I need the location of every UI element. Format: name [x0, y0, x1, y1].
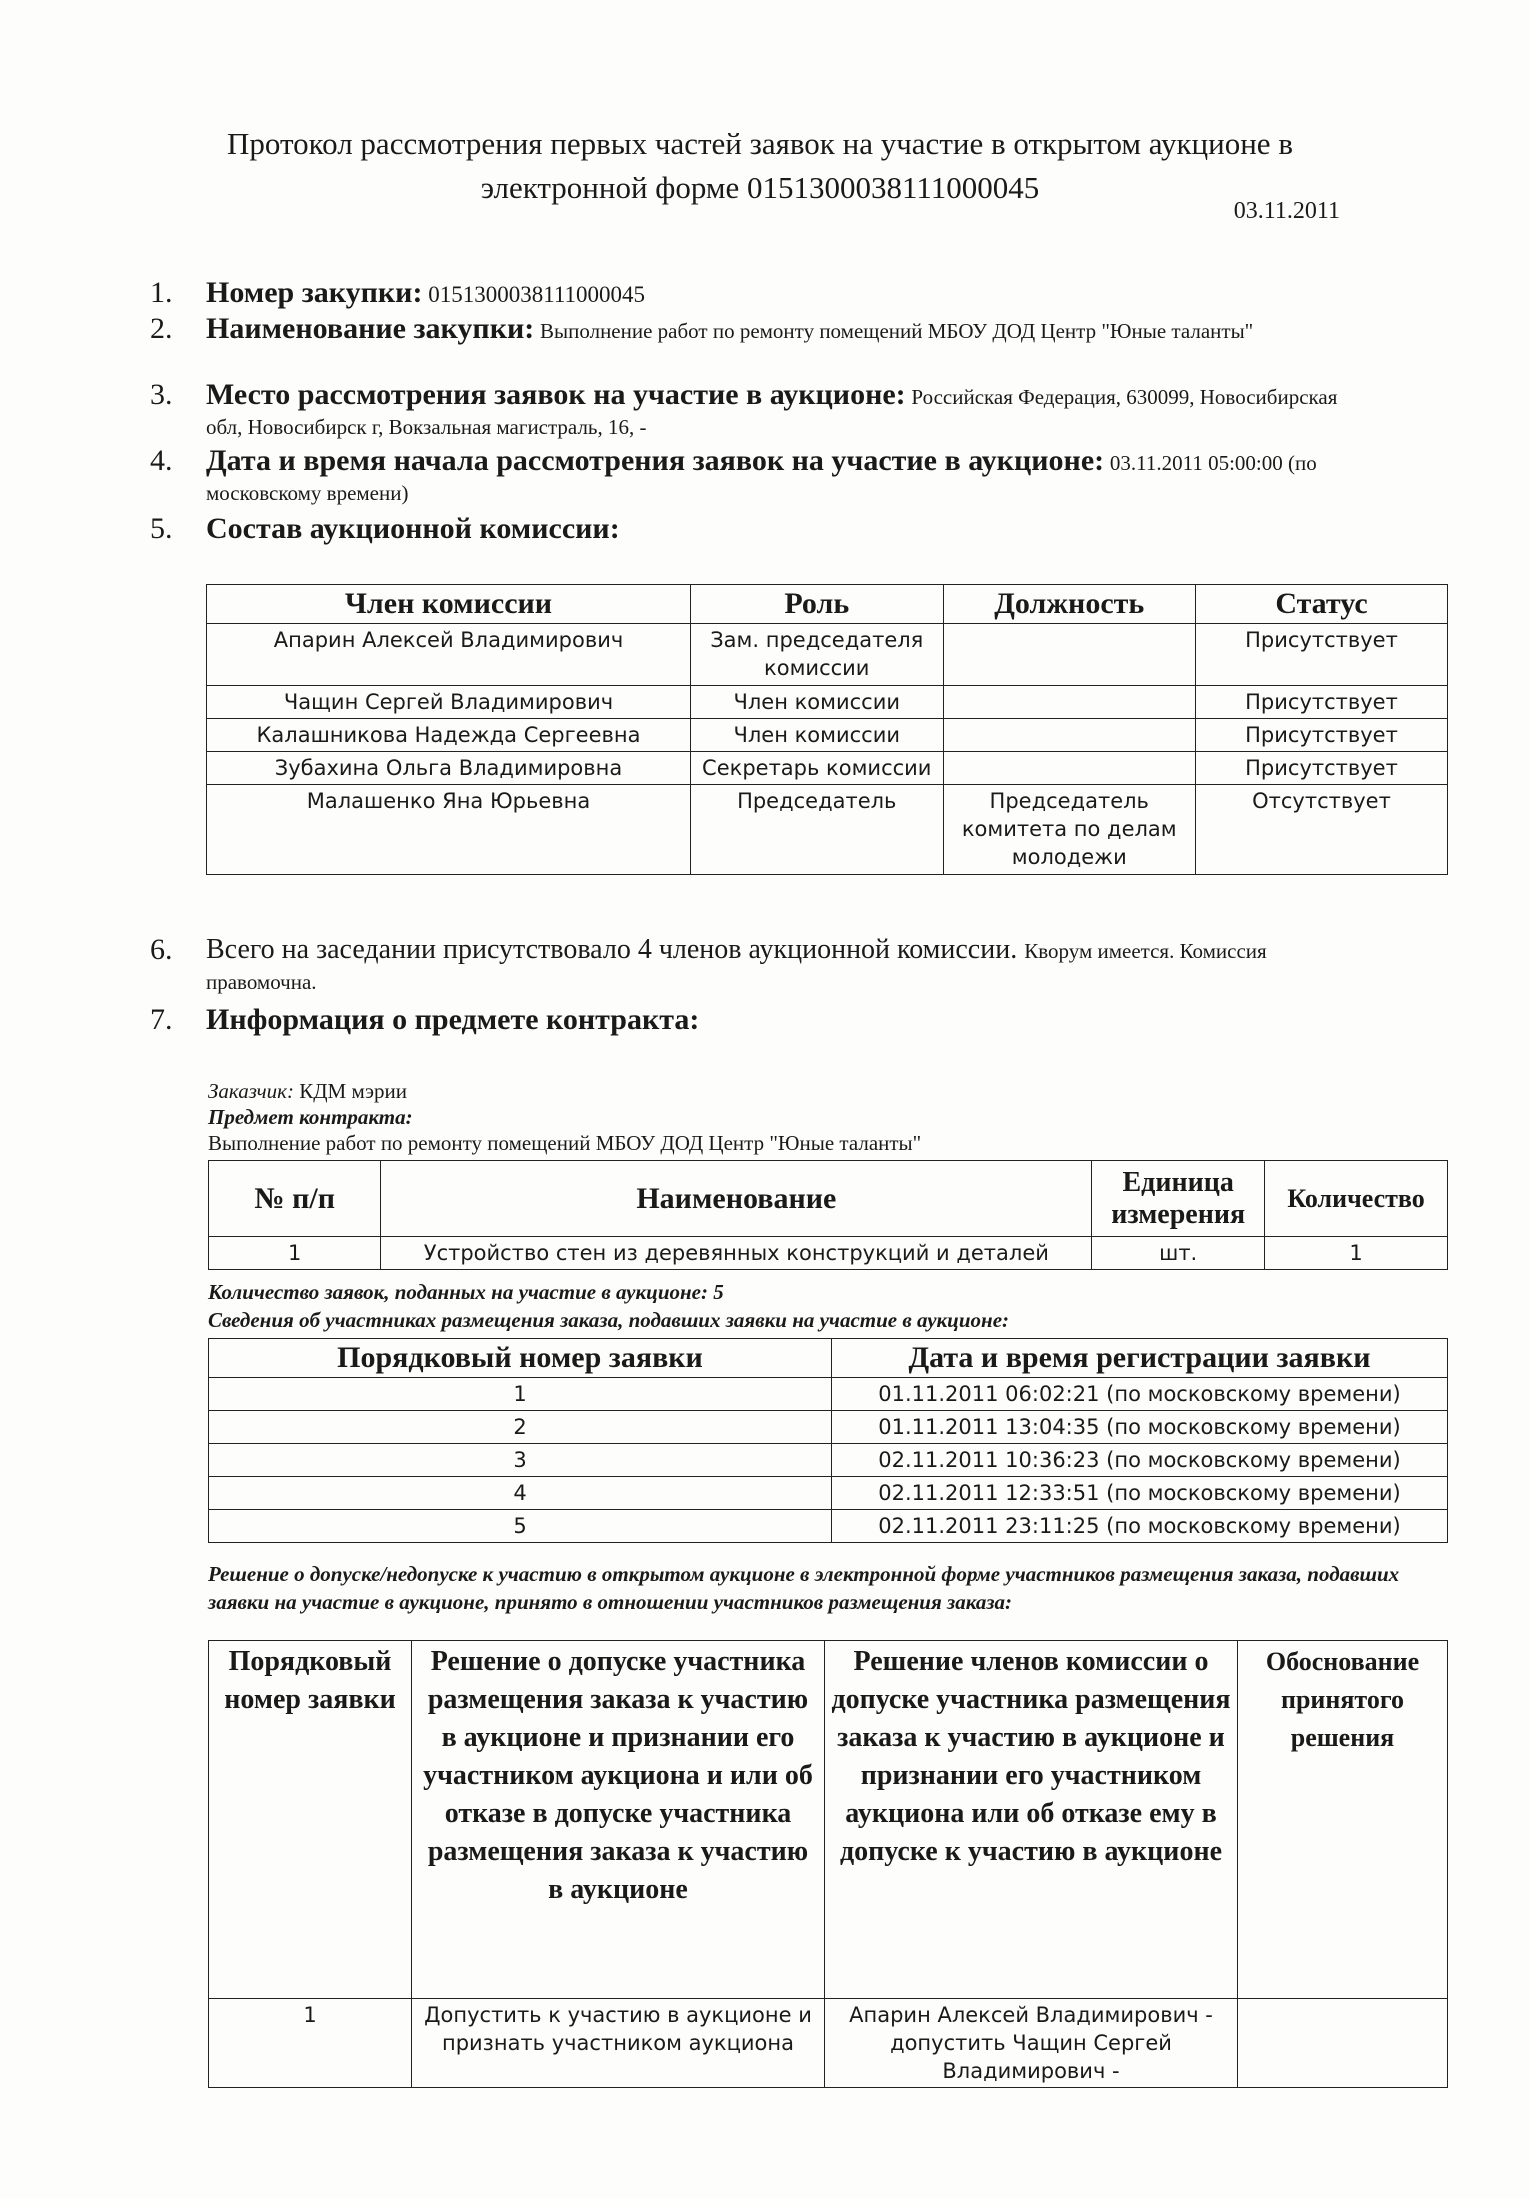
item-review-date: 4. Дата и время начала рассмотрения заявок на участие в аукционе: 03.11.2011 05:00:00 (по московскому времени)	[150, 444, 1317, 505]
decision-table: Порядковый номер заявки Решение о допуске участника размещения заказа к участию в аукционе и признании его участником аукциона и или об отказе в допуске участника размещения заказа к участию в аукционе Решение членов комиссии о допуске участника размещения заказа к участию в аукционе и признании его участником аукциона или об отказе ему в допуске к участию в аукционе Обоснование принятого решения 1 Допустить к участию в аукционе и признать участником аукциона Апарин Алексей Владимирович - допустить Чащин Сергей Владимирович -	[208, 1640, 1448, 2088]
contract-info: Заказчик: КДМ мэрии Предмет контракта: Выполнение работ по ремонту помещений МБОУ ДОД Центр "Юные таланты"	[208, 1079, 922, 1155]
header-status: Статус	[1195, 585, 1447, 624]
header-role: Роль	[691, 585, 943, 624]
table-row: 2 01.11.2011 13:04:35 (по московскому времени)	[209, 1411, 1448, 1444]
header-position: Должность	[943, 585, 1195, 624]
item-quorum: 6. Всего на заседании присутствовало 4 членов аукционной комиссии. Кворум имеется. Комиссия правомочна.	[150, 933, 1267, 994]
table-row: 4 02.11.2011 12:33:51 (по московскому времени)	[209, 1477, 1448, 1510]
item-contract-info: 7. Информация о предмете контракта:	[150, 1003, 700, 1036]
item-purchase-name: 2. Наименование закупки: Выполнение работ по ремонту помещений МБОУ ДОД Центр "Юные таланты"	[150, 312, 1254, 345]
apps-count: Количество заявок, поданных на участие в аукционе: 5	[208, 1280, 724, 1304]
apps-info: Сведения об участниках размещения заказа, подавших заявки на участие в аукционе:	[208, 1308, 1010, 1332]
decision-caption: Решение о допуске/недопуске к участию в открытом аукционе в электронной форме участников размещения заказа, подавших заявки на участие в аукционе, принято в отношении участников размещения заказа:	[208, 1562, 1400, 1614]
table-row: Малашенко Яна Юрьевна Председатель Председатель комитета по делам молодежи Отсутствует	[207, 785, 1448, 875]
applications-table: Порядковый номер заявки Дата и время регистрации заявки 1 01.11.2011 06:02:21 (по московскому времени) 2 01.11.2011 13:04:35 (по московскому времени) 3 02.11.2011 10:36:23 (по московскому времени) 4 02.11.2011 12:33:51 (по московскому времени) 5 02.11.2011 23:11:25 (по московскому времени)	[208, 1338, 1448, 1543]
table-row: 3 02.11.2011 10:36:23 (по московскому времени)	[209, 1444, 1448, 1477]
table-row: 5 02.11.2011 23:11:25 (по московскому времени)	[209, 1510, 1448, 1543]
commission-table	[206, 584, 1448, 875]
table-row: Зубахина Ольга Владимировна Секретарь комиссии Присутствует	[207, 752, 1448, 785]
goods-table: № п/п Наименование Единица измерения Количество 1 Устройство стен из деревянных конструкций и деталей шт. 1	[208, 1160, 1448, 1270]
table-row: 1 Устройство стен из деревянных конструкций и деталей шт. 1	[209, 1237, 1448, 1270]
item-review-place: 3. Место рассмотрения заявок на участие в аукционе: Российская Федерация, 630099, Новосибирская обл, Новосибирск г, Вокзальная магистраль, 16, -	[150, 378, 1338, 439]
table-row: Чащин Сергей Владимирович Член комиссии Присутствует	[207, 686, 1448, 719]
table-row: Калашникова Надежда Сергеевна Член комиссии Присутствует	[207, 719, 1448, 752]
table-row: 1 01.11.2011 06:02:21 (по московскому времени)	[209, 1378, 1448, 1411]
item-purchase-number: 1. Номер закупки: 0151300038111000045	[150, 276, 646, 309]
table-row: Апарин Алексей Владимирович Зам. председателя комиссии Присутствует	[207, 624, 1448, 686]
header-member: Член комиссии	[207, 585, 691, 624]
table-row: 1 Допустить к участию в аукционе и признать участником аукциона Апарин Алексей Владимирович - допустить Чащин Сергей Владимирович -	[209, 1999, 1448, 2088]
document-title: Протокол рассмотрения первых частей заявок на участие в открытом аукционе в электронной форме 0151300038111000045	[227, 126, 1293, 205]
document-date: 03.11.2011	[1233, 198, 1340, 224]
item-commission: 5. Состав аукционной комиссии:	[150, 512, 620, 545]
